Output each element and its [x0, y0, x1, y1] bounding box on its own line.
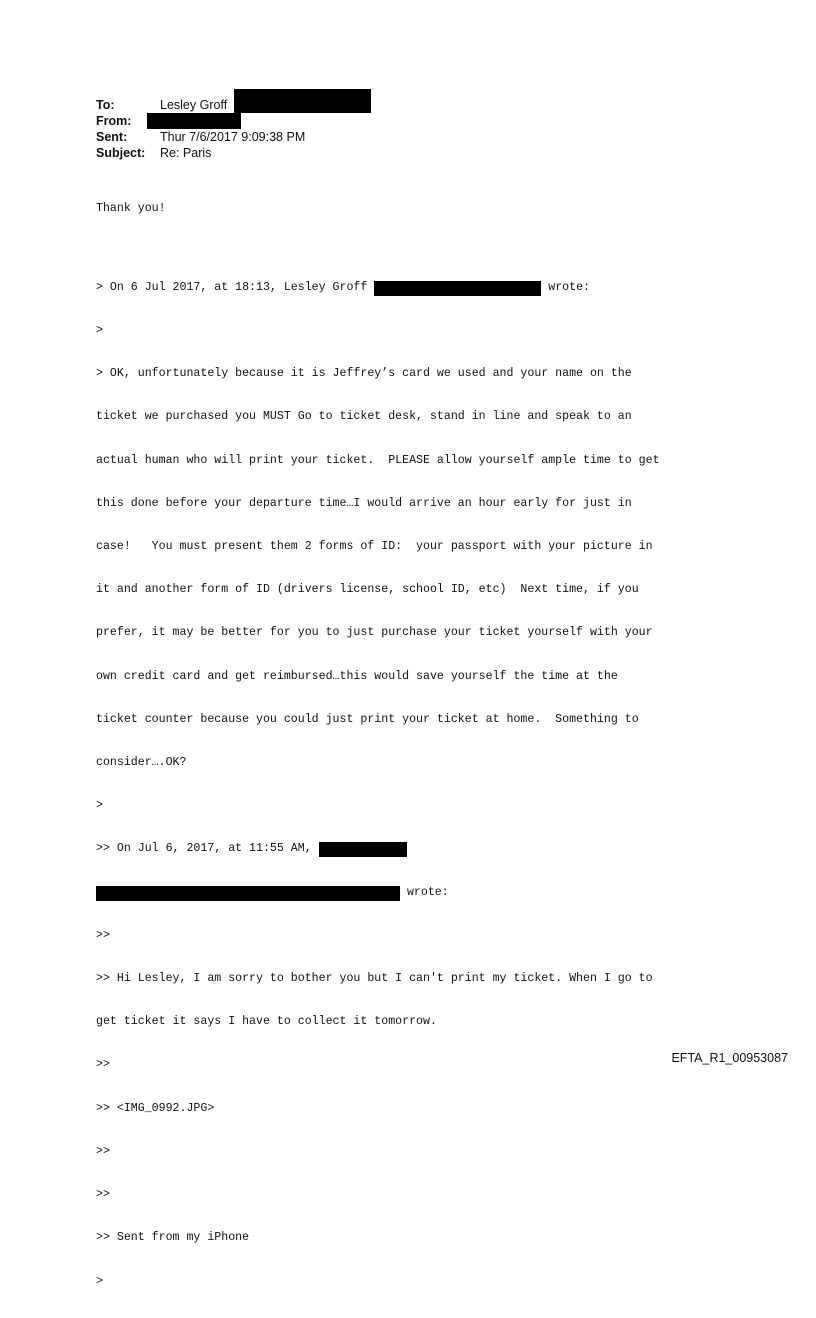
- body-line: >>: [96, 1058, 110, 1072]
- quote1-intro-end: wrote:: [541, 280, 590, 294]
- redaction-from: [147, 113, 241, 129]
- body-line: > OK, unfortunately because it is Jeffrey’s card we used and your name on the: [96, 367, 632, 381]
- body-line: >>: [96, 1144, 110, 1158]
- sent-label: Sent:: [96, 130, 128, 144]
- body-line: >>: [96, 1188, 110, 1202]
- body-line: get ticket it says I have to collect it tomorrow.: [96, 1015, 437, 1029]
- from-label: From:: [96, 114, 132, 128]
- body-line: >> Hi Lesley, I am sorry to bother you but I can't print my ticket. When I go to: [96, 972, 653, 986]
- body-line: case! You must present them 2 forms of ID: your passport with your picture in: [96, 540, 653, 554]
- body-line: >> Sent from my iPhone: [96, 1231, 250, 1245]
- document-id: EFTA_R1_00953087: [671, 1051, 788, 1065]
- body-line: prefer, it may be better for you to just purchase your ticket yourself with your: [96, 626, 653, 640]
- quote2-wrote-line: [96, 886, 736, 900]
- body-line: this done before your departure time…I would arrive an hour early for just in: [96, 496, 632, 510]
- body-line: >: [96, 324, 103, 338]
- body-line: consider….OK?: [96, 756, 187, 770]
- body-line: ticket counter because you could just print your ticket at home. Something to: [96, 712, 639, 726]
- to-label: To:: [96, 98, 115, 112]
- sent-value: Thur 7/6/2017 9:09:38 PM: [160, 130, 306, 144]
- email-body: [96, 173, 736, 1318]
- subject-label: Subject:: [96, 146, 146, 160]
- quote2-intro: [96, 842, 736, 856]
- quote2-intro-text: >> On Jul 6, 2017, at 11:55 AM,: [96, 842, 319, 856]
- body-line: actual human who will print your ticket. PLEASE allow yourself ample time to get: [96, 453, 660, 467]
- redaction-quote2-name: [319, 842, 407, 857]
- body-line: own credit card and get reimbursed…this would save yourself the time at the: [96, 669, 618, 683]
- body-line: >> <IMG_0992.JPG>: [96, 1101, 215, 1115]
- greeting: Thank you!: [96, 201, 166, 215]
- body-line: ticket we purchased you MUST Go to ticket desk, stand in line and speak to an: [96, 410, 632, 424]
- redaction-quote2-email: [96, 886, 400, 901]
- quote1-intro-start: > On 6 Jul 2017, at 18:13, Lesley Groff: [96, 280, 375, 294]
- quote2-wrote: wrote:: [400, 885, 449, 899]
- body-line: >>: [96, 928, 110, 942]
- subject-value: Re: Paris: [160, 146, 212, 160]
- to-value: Lesley Groff: [160, 98, 228, 112]
- quote1-intro: [96, 281, 736, 295]
- body-line: >: [96, 799, 103, 813]
- redaction-to-email: [234, 89, 371, 113]
- body-line: >: [96, 1274, 103, 1288]
- redaction-quote1-email: [374, 281, 541, 296]
- body-line: it and another form of ID (drivers license, school ID, etc) Next time, if you: [96, 583, 639, 597]
